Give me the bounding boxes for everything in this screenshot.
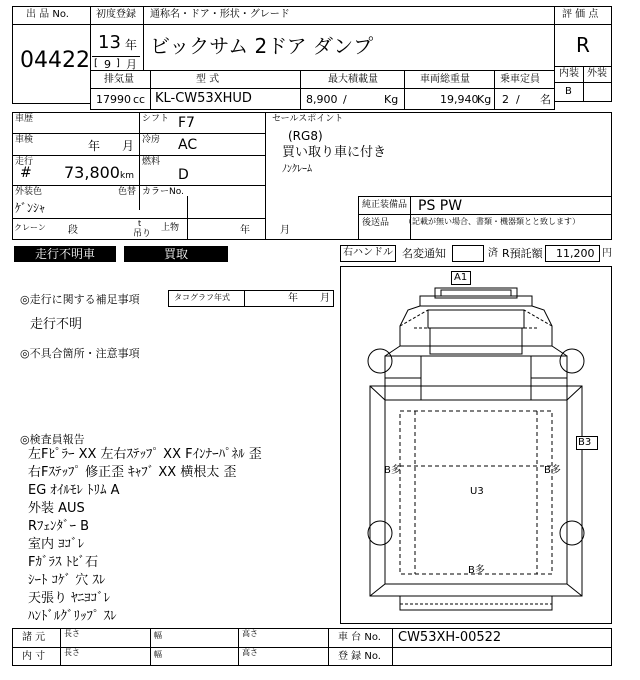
report-line: 左Fﾋﾟﾗｰ XX 左右ｽﾃｯﾌﾟ XX Fｲﾝﾅｰﾊﾟﾈﾙ 歪 xyxy=(28,447,262,462)
dim-label: 諸 元 xyxy=(22,632,46,643)
hm-mark: 済 xyxy=(488,248,498,259)
crane-label: クレーン xyxy=(14,223,46,232)
shift-label: シフト xyxy=(142,114,170,124)
mileage-label: 走行 xyxy=(15,157,34,167)
report-line: 室内 ﾖｺﾞﾚ xyxy=(28,537,85,552)
mark-b-left: B多 xyxy=(384,465,401,476)
capacity-label: 乗車定員 xyxy=(500,74,540,85)
load-unit: Kg xyxy=(384,93,399,106)
crane-ton-unit: t xyxy=(138,219,142,228)
interior-label: 内装 xyxy=(559,68,579,79)
reg-no-label: 登 録 No. xyxy=(338,651,381,662)
mark-a1: A1 xyxy=(454,272,468,283)
inspection-year-unit: 年 xyxy=(88,139,101,153)
color-value: ｹﾞﾝｼｬ xyxy=(15,201,46,215)
report-line: 天張り ﾔﾆﾖｺﾞﾚ xyxy=(28,591,111,606)
aftermarket-label: 後送品 xyxy=(362,218,390,228)
score-value: R xyxy=(576,33,590,57)
mark-b-right: B多 xyxy=(544,465,561,476)
load-value: 8,900 xyxy=(306,93,338,106)
gross-value: 19,940 xyxy=(440,93,479,106)
height-label-2: 高さ xyxy=(242,648,258,657)
length-label: 長さ xyxy=(64,629,80,638)
reg-year-unit: 年 xyxy=(125,38,138,52)
gross-label: 車両総重量 xyxy=(420,74,470,85)
ac-label: 冷房 xyxy=(142,135,161,145)
unknown-mileage-badge: 走行不明車 xyxy=(14,246,116,262)
inspection-label: 車検 xyxy=(15,135,34,145)
upper-label: 上物 xyxy=(161,223,180,233)
crane-stage-unit: 段 xyxy=(68,225,78,236)
color-code-label: カラーNo. xyxy=(142,187,184,197)
reg-month: 9 xyxy=(104,58,111,71)
shift-value: F7 xyxy=(178,115,195,131)
reg-month-unit: 月 xyxy=(126,58,137,71)
history-label: 車歴 xyxy=(15,114,34,124)
name-change-label: 名変通知 xyxy=(402,247,446,260)
upper-year-unit: 年 xyxy=(240,225,250,236)
upper-month-unit-visible: 月 xyxy=(280,225,290,236)
lot-label: 出 品 No. xyxy=(26,9,69,20)
mileage-unit: km xyxy=(120,171,134,181)
crane-hang-unit: 吊り xyxy=(133,229,152,239)
report-line: ﾊﾝﾄﾞﾙｸﾞﾘｯﾌﾟ ｽﾚ xyxy=(28,609,117,624)
displacement-unit: cc xyxy=(133,93,146,106)
first-reg-label: 初度登録 xyxy=(96,9,136,20)
model-label: 型 式 xyxy=(196,74,220,85)
fuel-value: D xyxy=(178,167,189,183)
report-line: Rﾌｪﾝﾀﾞｰ B xyxy=(28,519,90,534)
report-line: EG ｵｲﾙﾓﾚ ﾄﾘﾑ A xyxy=(28,483,120,498)
mileage-prefix: # xyxy=(20,165,32,181)
displacement-value: 17990 xyxy=(96,93,131,106)
load-label: 最大積載量 xyxy=(328,74,378,85)
car-name: ビックサム 2ドア ダンプ xyxy=(150,34,374,58)
width-label-2: 幅 xyxy=(154,650,162,659)
mark-u3: U3 xyxy=(470,486,484,497)
lot-number: 04422 xyxy=(20,48,90,73)
recycle-label: R預託額 xyxy=(502,247,543,260)
load-sep: / xyxy=(343,93,347,106)
name-change-box xyxy=(452,245,484,262)
genuine-label: 純正装備品 xyxy=(362,200,408,210)
fuel-label: 燃料 xyxy=(142,157,161,167)
ac-value: AC xyxy=(178,137,198,153)
color-change-label: 色替 xyxy=(118,187,137,197)
width-label: 幅 xyxy=(154,631,162,640)
color-label: 外装色 xyxy=(15,187,43,197)
interior-grade: B xyxy=(565,86,572,97)
report-line: Fｶﾞﾗｽ ﾄﾋﾞ石 xyxy=(28,555,99,570)
genuine-value: PS PW xyxy=(418,198,463,214)
chassis-value: CW53XH-00522 xyxy=(398,630,502,645)
height-label: 高さ xyxy=(242,629,258,638)
tacho-label: タコグラフ年式 xyxy=(174,293,230,302)
mileage-note: 走行不明 xyxy=(30,317,83,332)
capacity-value: 2 xyxy=(502,93,509,106)
purchase-badge: 買取 xyxy=(124,246,228,262)
tacho-year-unit: 年 xyxy=(288,293,298,304)
capacity-unit: 名 xyxy=(540,93,551,106)
sales-line-1: (RG8) xyxy=(288,129,323,143)
tacho-month-unit: 月 xyxy=(320,293,330,304)
mileage-value: 73,800 xyxy=(64,163,120,182)
defect-label: ◎不具合箇所・注意事項 xyxy=(20,347,140,360)
capacity-sep: / xyxy=(516,93,520,106)
reg-year: 13 xyxy=(98,32,121,53)
score-label: 評 価 点 xyxy=(562,9,599,20)
recycle-amount: 11,200 xyxy=(556,247,595,260)
exterior-label: 外装 xyxy=(587,68,607,79)
name-label: 通称名・ドア・形状・グレード xyxy=(150,9,290,20)
sales-label: セールスポイント xyxy=(272,114,344,124)
handle-label: 右ハンドル xyxy=(343,247,393,258)
sales-line-2: 買い取り車に付き xyxy=(282,145,387,160)
mileage-note-label: ◎走行に関する補足事項 xyxy=(20,293,140,306)
interior-dim-label: 内 寸 xyxy=(22,651,46,662)
length-label-2: 長さ xyxy=(64,648,80,657)
inspection-month-unit: 月 xyxy=(122,139,135,153)
report-line: 外装 AUS xyxy=(28,501,85,516)
gross-unit: Kg xyxy=(477,93,492,106)
inspector-label: ◎検査員報告 xyxy=(20,433,85,446)
mark-b-bottom: B多 xyxy=(468,565,485,576)
model-value: KL-CW53XHUD xyxy=(155,91,252,106)
aftermarket-note: （記載が無い場合、書類・機器類とと致します） xyxy=(404,217,580,226)
chassis-label: 車 台 No. xyxy=(338,632,381,643)
displacement-label: 排気量 xyxy=(104,74,134,85)
sales-line-3: ﾉﾝｸﾚｰﾑ xyxy=(282,164,312,175)
mark-b3: B3 xyxy=(578,437,592,448)
yen-unit: 円 xyxy=(602,248,612,259)
report-line: ｼｰﾄ ｺｹﾞ 穴 ｽﾚ xyxy=(28,573,106,588)
report-line: 右Fｽﾃｯﾌﾟ 修正歪 ｷｬﾌﾞ XX 横根太 歪 xyxy=(28,465,237,480)
